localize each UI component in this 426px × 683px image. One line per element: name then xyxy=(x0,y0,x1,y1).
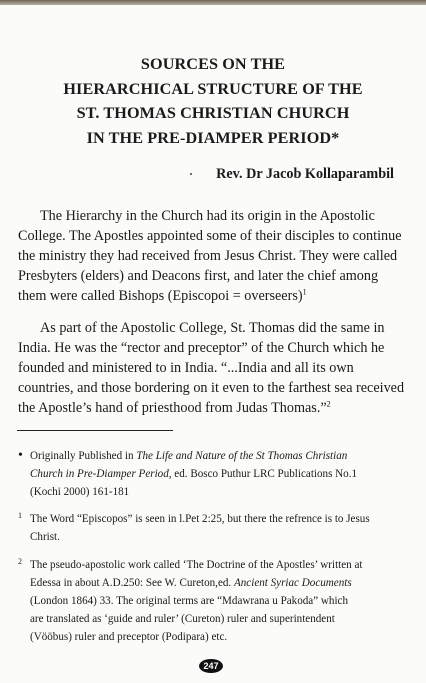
footnote-line xyxy=(30,574,410,592)
text-line xyxy=(18,286,410,306)
footnote-line xyxy=(30,447,410,465)
text-span: them were called Bishops (Episcopoi = overseers) xyxy=(18,288,303,304)
title-line: HIERARCHICAL STRUCTURE OF THE xyxy=(63,79,363,98)
text-span: ed. Bosco Puthur LRC Publications No.1 xyxy=(171,468,358,480)
text-line: College. The Apostles appointed some of their disciples to continue xyxy=(18,228,402,244)
page-number-badge: 247 xyxy=(199,659,223,673)
italic-title: Ancient Syriac Documents xyxy=(233,577,352,589)
footnote-number: 2 xyxy=(18,557,22,566)
text-line: the ministry they had received from Jesus Christ. They were called xyxy=(18,248,398,264)
text-span: the Apostle’s hand of priesthood from Judas Thomas.” xyxy=(18,400,327,416)
text-span: Originally Published in xyxy=(30,450,137,462)
stray-dot xyxy=(190,173,192,175)
footnote-ref-1: 1 xyxy=(302,287,307,297)
footnote-line xyxy=(30,465,410,483)
paragraph-1 xyxy=(18,206,410,306)
text-line: countries, and those bordering on it even to the farthest sea received xyxy=(18,380,405,396)
article-title xyxy=(20,52,406,150)
title-line: ST. THOMAS CHRISTIAN CHURCH xyxy=(76,104,350,122)
footnote-line: The Word “Episcopos” is seen in l.Pet 2:25, but there the refrence is to Jesus xyxy=(30,513,370,525)
footnote-line: (Kochi 2000) 161-181 xyxy=(30,486,130,498)
text-span: Edessa in about A.D.250: See W. Cureton,ed. xyxy=(30,577,234,589)
footnote-ref-2: 2 xyxy=(326,399,331,409)
title-line: SOURCES ON THE xyxy=(140,55,286,73)
bullet-mark: • xyxy=(18,448,23,463)
footnote-line: (Vööbus) ruler and preceptor (Podipara) etc. xyxy=(30,631,228,643)
footnote-divider xyxy=(17,430,173,431)
text-line xyxy=(18,398,410,418)
footnote-line: Christ. xyxy=(30,531,60,543)
footnote-1 xyxy=(18,510,410,546)
text-line: founded and ministered to in India. “...India and all its own xyxy=(18,360,354,376)
text-line: The Hierarchy in the Church had its origin in the Apostolic xyxy=(40,208,375,224)
italic-title: Church in Pre-Diamper Period, xyxy=(30,468,172,480)
footnote-line: The pseudo-apostolic work called ‘The Doctrine of the Apostles’ written at xyxy=(30,559,363,571)
footnote-line: (London 1864) 33. The original terms are “Mdawrana u Pakoda” which xyxy=(30,595,349,607)
text-line: Presbyters (elders) and Deacons first, and later the chief among xyxy=(18,268,379,284)
footnote-line: are translated as ‘guide and ruler’ (Cureton) ruler and superintendent xyxy=(30,613,335,625)
footnote-number: 1 xyxy=(18,511,22,520)
text-line: As part of the Apostolic College, St. Thomas did the same in xyxy=(40,320,385,336)
title-line: IN THE PRE-DIAMPER PERIOD* xyxy=(86,128,340,147)
footnote-2 xyxy=(18,556,410,646)
footnote-star xyxy=(18,447,410,501)
author-name: Rev. Dr Jacob Kollaparambil xyxy=(216,166,394,182)
italic-title: The Life and Nature of the St Thomas Christian xyxy=(136,450,348,462)
text-line: India. He was the “rector and preceptor” of the Church which he xyxy=(18,340,385,356)
paragraph-2 xyxy=(18,318,410,418)
